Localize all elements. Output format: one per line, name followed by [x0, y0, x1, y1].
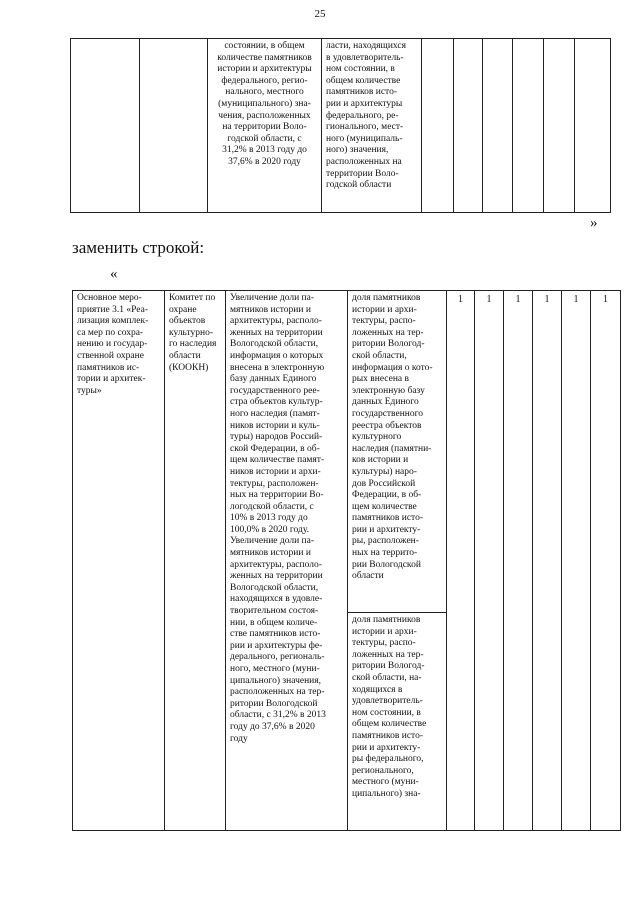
empty-cell [513, 39, 544, 213]
previous-row-table [70, 38, 611, 213]
expected-result-cell: Увеличение доли па- мятников истории и архитектуры, располо- женных на территории Вологодской области, информация о которых внесена в электронную базу данных Единого государственного рее- стра объектов культур- ного наследия (памят- ников истории и куль- туры) народов Россий- ской Федерации, в об- щем количестве памят- ников истории и архи- тектуры, расположен- ных на территории Во- логодской области, с 10% в 2013 году до 100,0% в 2020 году. Увеличение доли па- мятников истории и архитектуры, располо- женных на территории Вологодской области, находящихся в удовле- творительном состоя- нии, в общем количе- стве памятников исто- рии и архитектуры фе- дерального, региональ- ного, местного (муни- ципального) значения, расположенных на тер- ритории Вологодской области, с 31,2% в 2013 году до 37,6% в 2020 году [226, 291, 348, 831]
empty-cell [575, 39, 611, 213]
empty-cell [483, 39, 513, 213]
page-number: 25 [314, 8, 326, 20]
closing-quote: » [590, 215, 598, 231]
indicator-name-continuation: ласти, находящихся в удовлетворитель- ном состоянии, в общем количестве памятников исто- рии и архитектуры федерального, ре- гионального, мест- ного (муниципаль- ного) значения, расположенных на территории Воло- годской области [322, 39, 422, 213]
value-cell: 1 [475, 291, 504, 831]
event-cell: Основное меро- приятие 3.1 «Реа- лизация комплек- са мер по сохра- нению и государ- ственной охране памятников ис- тории и архитек- туры» [73, 291, 165, 831]
indicator-1-cell: доля памятников истории и архи- тектуры, распо- ложенных на тер- ритории Вологод- ской области, информация о кото- рых внесена в электронную базу данных Единого государственного реестра объектов культурного наследия (памятни- ков истории и культуры) наро- дов Российской Федерации, в об- щем количестве памятников исто- рии и архитекту- ры, расположен- ных на террито- рии Вологодской области [348, 291, 447, 613]
empty-cell [71, 39, 140, 213]
executor-cell: Комитет по охране объектов культурно- го наследия области (КООКН) [165, 291, 226, 831]
value-cell: 1 [562, 291, 591, 831]
value-cell: 1 [591, 291, 621, 831]
value-cell: 1 [504, 291, 533, 831]
empty-cell [422, 39, 454, 213]
empty-cell [544, 39, 575, 213]
replacement-row-table [72, 290, 621, 831]
value-cell: 1 [447, 291, 475, 831]
replace-instruction: заменить строкой: [72, 238, 205, 257]
empty-cell [140, 39, 208, 213]
empty-cell [454, 39, 483, 213]
value-cell: 1 [533, 291, 562, 831]
indicator-2-cell: доля памятников истории и архи- тектуры, распо- ложенных на тер- ритории Вологод- ской области, на- ходящихся в удовлетворитель- ном состоянии, в общем количестве памятников исто- рии и архитекту- ры федерального, регионального, местного (муни- ципального) зна- [348, 613, 447, 831]
opening-quote: « [110, 266, 118, 282]
indicator-continuation: состоянии, в общем количестве памятников истории и архитектуры федерального, регио- нального, местного (муниципального) зна- чения, расположенных на территории Воло- годской области, с 31,2% в 2013 году до 37,6% в 2020 году [208, 39, 322, 213]
